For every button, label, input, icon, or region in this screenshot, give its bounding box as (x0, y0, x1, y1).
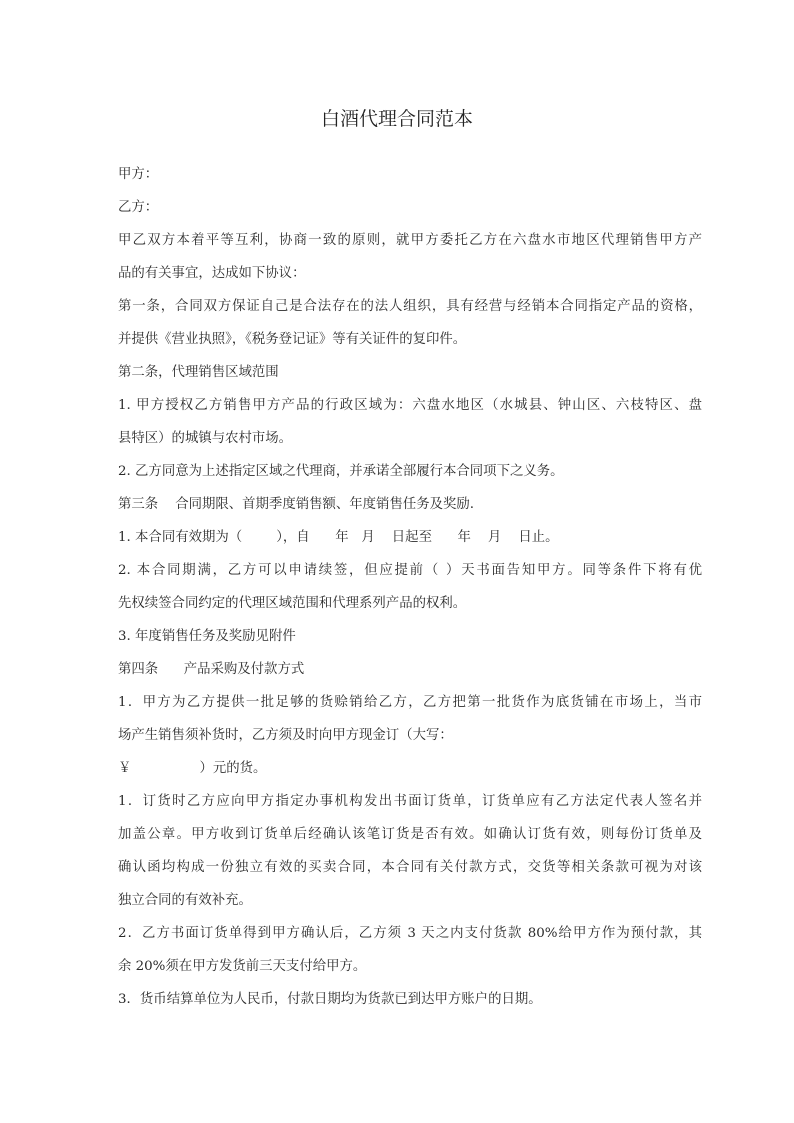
paragraph (118, 625, 702, 658)
paragraph (118, 922, 702, 988)
text-line: 先权续签合同约定的代理区域范围和代理系列产品的权利。 (118, 596, 467, 611)
text-line: 确认函均构成一份独立有效的买卖合同，本合同有关付款方式，交货等相关条款可视为对该 (118, 860, 702, 875)
paragraph (118, 295, 702, 361)
text-line: 甲方： (118, 167, 159, 182)
text-line: 乙方： (118, 200, 159, 215)
text-line: 并提供《营业执照》，《税务登记证》等有关证件的复印件。 (118, 332, 467, 347)
text-line: 第一条，合同双方保证自己是合法存在的法人组织，具有经营与经销本合同指定产品的资格， (118, 299, 702, 314)
paragraph (118, 526, 702, 559)
paragraph (118, 229, 702, 295)
text-line: 2．乙方书面订货单得到甲方确认后，乙方须 3 天之内支付货款 80%给甲方作为预付款，其 (118, 926, 702, 941)
paragraph (118, 691, 702, 757)
paragraph (118, 493, 702, 526)
text-line: 1. 本合同有效期为（ ），自 年 月 日起至 年 月 日止。 (118, 530, 559, 545)
text-line: ￥ ）元的货。 (118, 761, 267, 776)
paragraph (118, 163, 702, 196)
text-line: 2. 本合同期满，乙方可以申请续签，但应提前（ ）天书面告知甲方。同等条件下将有优 (118, 563, 702, 578)
text-line: 1. 甲方授权乙方销售甲方产品的行政区域为：六盘水地区（水城县、钟山区、六枝特区、盘 (118, 398, 702, 413)
text-line: 1．甲方为乙方提供一批足够的货赊销给乙方，乙方把第一批货作为底货铺在市场上，当市 (118, 695, 702, 710)
paragraph (118, 559, 702, 625)
text-line: 县特区）的城镇与农村市场。 (118, 431, 293, 446)
text-line: 3. 年度销售任务及奖励见附件 (118, 629, 296, 644)
text-line: 独立合同的有效补充。 (118, 893, 252, 908)
text-line: 第三条 合同期限、首期季度销售额、年度销售任务及奖励. (118, 497, 475, 512)
text-line: 品的有关事宜，达成如下协议： (118, 266, 306, 281)
text-line: 余 20%须在甲方发货前三天支付给甲方。 (118, 959, 367, 974)
paragraph (118, 361, 702, 394)
paragraph (118, 394, 702, 460)
paragraph (118, 757, 702, 790)
paragraph (118, 988, 702, 1021)
text-line: 2. 乙方同意为上述指定区域之代理商，并承诺全部履行本合同项下之义务。 (118, 464, 564, 479)
paragraph (118, 658, 702, 691)
paragraph (118, 196, 702, 229)
document-body (118, 163, 702, 1021)
text-line: 甲乙双方本着平等互利，协商一致的原则，就甲方委托乙方在六盘水市地区代理销售甲方产 (118, 233, 702, 248)
paragraph (118, 460, 702, 493)
text-line: 3．货币结算单位为人民币，付款日期均为货款已到达甲方账户的日期。 (118, 992, 542, 1007)
text-line: 第四条 产品采购及付款方式 (118, 662, 305, 677)
text-line: 场产生销售须补货时，乙方须及时向甲方现金订（大写： (118, 728, 453, 743)
text-line: 第二条，代理销售区域范围 (118, 365, 279, 380)
text-line: 加盖公章。甲方收到订货单后经确认该笔订货是否有效。如确认订货有效，则每份订货单及 (118, 827, 702, 842)
document-title: 白酒代理合同范本 (320, 108, 473, 130)
text-line: 1．订货时乙方应向甲方指定办事机构发出书面订货单，订货单应有乙方法定代表人签名并 (118, 794, 702, 809)
paragraph (118, 790, 702, 922)
